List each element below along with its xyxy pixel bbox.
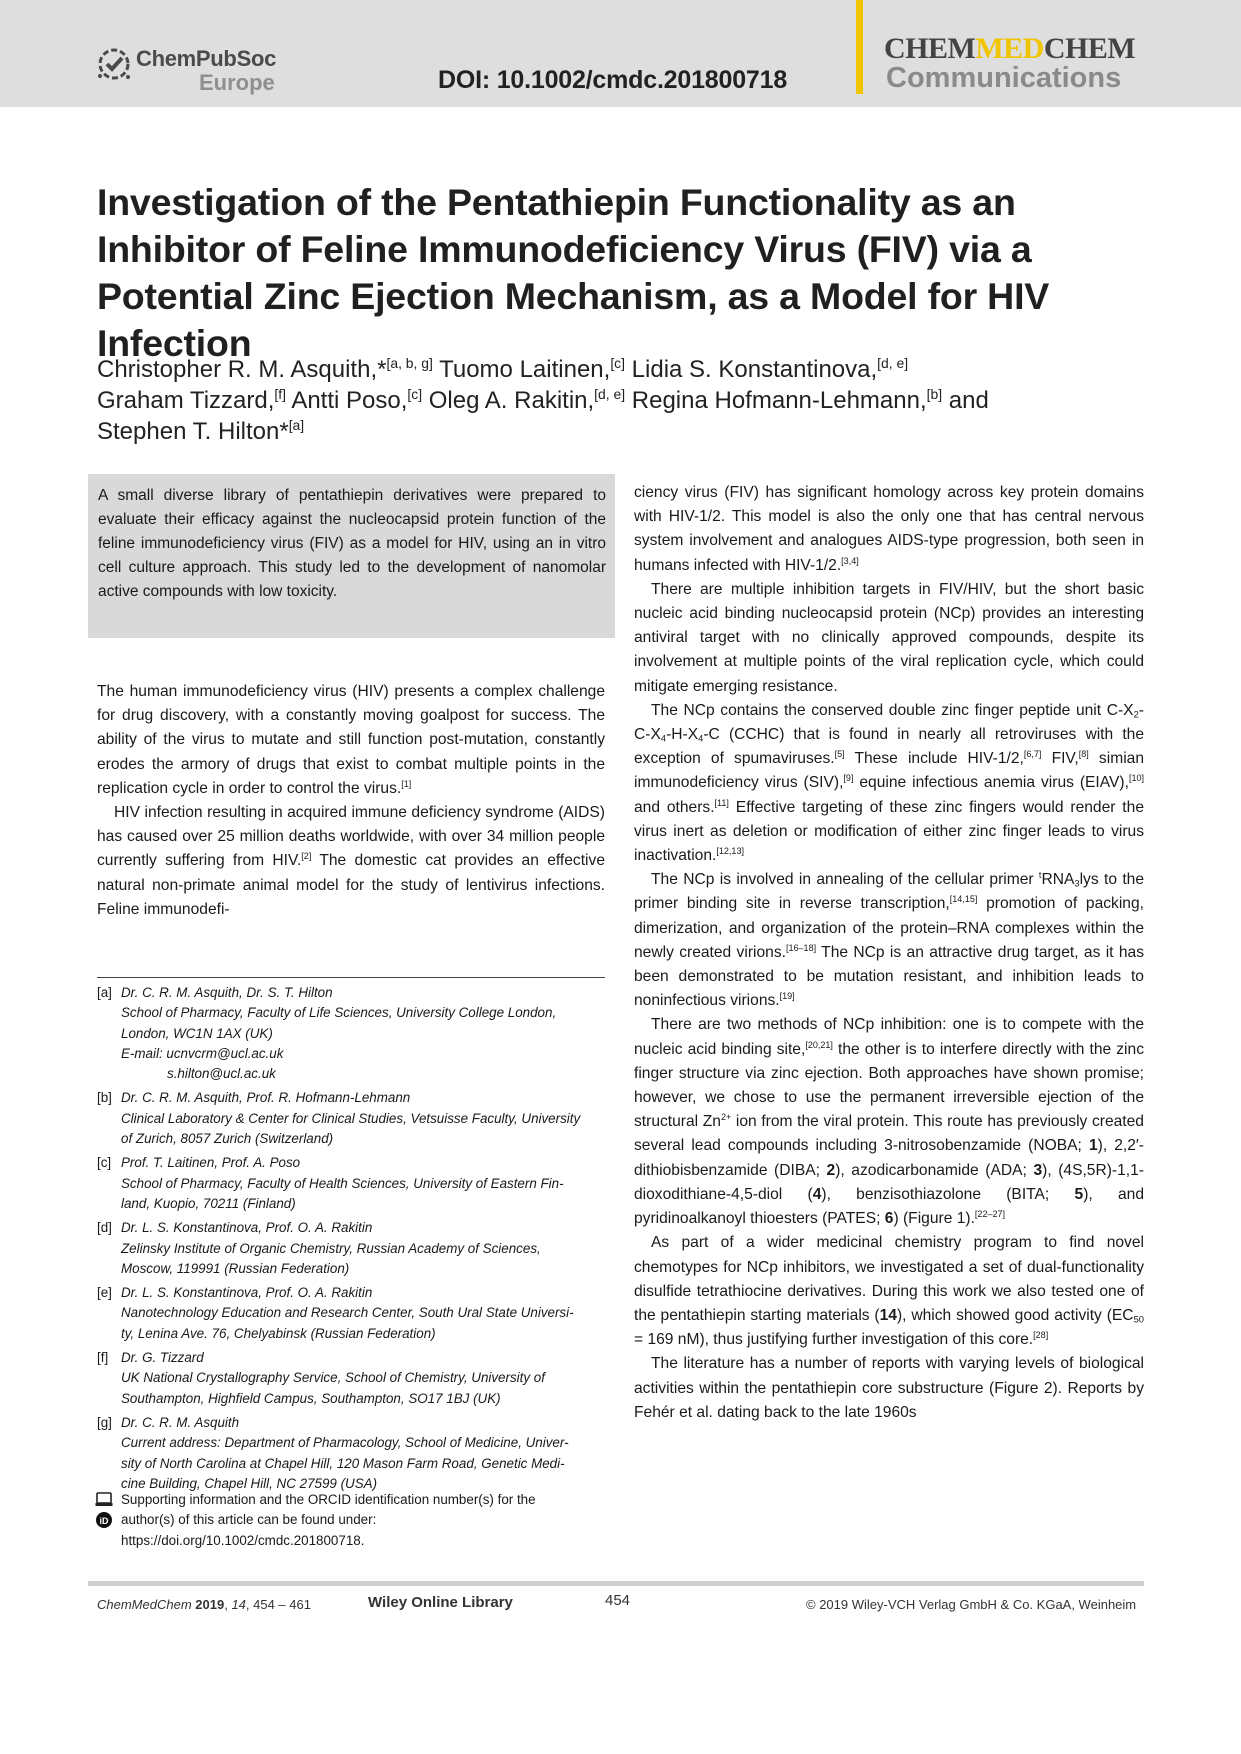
affiliation-line: Nanotechnology Education and Research Center, South Ural State Universi-	[121, 1305, 574, 1321]
reference-link[interactable]: [16–18]	[785, 942, 817, 953]
journal-name-part1: CHEM	[884, 32, 976, 65]
author-name[interactable]: Stephen T. Hilton	[97, 418, 280, 445]
affiliation-line: land, Kuopio, 70211 (Finland)	[121, 1195, 296, 1211]
author-affiliation: [f]	[274, 385, 286, 402]
subscript: 2	[1133, 709, 1139, 720]
paragraph-text: These include HIV-1/2,	[844, 750, 1024, 768]
affiliation-email[interactable]: E-mail: ucnvcrm@ucl.ac.uk	[121, 1045, 284, 1061]
superscript: 2+	[720, 1112, 732, 1123]
logo-subtitle: Europe	[199, 70, 275, 95]
paragraph-text: promotion of packing, dimerization, and organization of the protein–RNA complexes within the newly created virions.	[634, 895, 1144, 961]
article-title: Investigation of the Pentathiepin Functionality as an Inhibitor of Feline Immunodeficiency Virus (FIV) via a Potential Zinc Ejection Mechanism, as a Model for HIV Infection	[97, 181, 1050, 364]
affiliation-label: [f]	[97, 1350, 109, 1366]
affiliation-label: [a]	[97, 985, 112, 1000]
accent-bar	[856, 0, 863, 94]
affiliation-line: School of Pharmacy, Faculty of Health Sciences, University of Eastern Fin-	[121, 1175, 564, 1191]
affiliation-f	[97, 1348, 607, 1409]
copyright-notice: © 2019 Wiley-VCH Verlag GmbH & Co. KGaA, Weinheim	[806, 1597, 1137, 1612]
paragraph-text: ion from the viral protein. This route has previously created several lead compounds including 3-nitrosobenzamide (NOBA;	[634, 1113, 1144, 1155]
paragraph-text: As part of a wider medicinal chemistry program to find novel chemotypes for NCp inhibitors, we investigated a set of dual-functionality disulfide tetrathiocine derivatives. During this work we also tested one of the pentathiepin starting materials (	[634, 1234, 1144, 1324]
author-name[interactable]: Lidia S. Konstantinova,	[631, 356, 878, 383]
reference-link[interactable]: [8]	[1078, 749, 1089, 760]
affiliation-line: cine Building, Chapel Hill, NC 27599 (USA)	[121, 1475, 378, 1491]
affiliation-line: of Zurich, 8057 Zurich (Switzerland)	[121, 1131, 334, 1147]
affiliation-text	[121, 1283, 607, 1344]
paragraph-text: ), benzisothiazolone (BITA;	[821, 1185, 1075, 1203]
author-affiliation: [c]	[407, 385, 423, 402]
footer-volume: 14	[231, 1597, 246, 1612]
body-paragraph: There are multiple inhibition targets in FIV/HIV, but the short basic nucleic acid binding nucleocapsid protein (NCp) provides an interesting antiviral target with no clinically approved compounds, despite its involvement at multiple points of the viral replication cycle, which could mitigate emerging resistance.	[634, 580, 1144, 695]
author-name[interactable]: Regina Hofmann-Lehmann,	[631, 387, 927, 414]
support-line: Supporting information and the ORCID identification number(s) for the	[121, 1492, 536, 1507]
author-list	[97, 354, 1147, 447]
reference-link[interactable]: [10]	[1128, 773, 1145, 784]
affiliation-g	[97, 1413, 607, 1494]
footnote-divider	[97, 977, 605, 978]
affiliation-line: Moscow, 119991 (Russian Federation)	[121, 1260, 350, 1276]
paragraph-text: Effective targeting of these zinc fingers would render the virus inert as deletion or modification of either zinc finger leads to virus inactivation.	[634, 798, 1144, 865]
affiliation-d	[97, 1218, 607, 1279]
compound-number: 1	[1088, 1137, 1098, 1155]
subscript: 4	[698, 733, 704, 744]
footer-journal: ChemMedChem	[97, 1597, 192, 1612]
author-affiliation: [a, b, g]	[386, 354, 433, 371]
affiliation-line: Dr. C. R. M. Asquith, Prof. R. Hofmann-Lehmann	[121, 1090, 411, 1106]
reference-link[interactable]: [20,21]	[805, 1039, 833, 1050]
paragraph-text: equine infectious anemia virus (EIAV),	[853, 774, 1129, 792]
chempubsoc-logo-icon	[96, 46, 132, 82]
author-name[interactable]: Christopher R. M. Asquith,	[97, 356, 378, 383]
svg-text:iD: iD	[99, 1516, 109, 1526]
affiliation-text	[121, 983, 607, 1084]
body-paragraph: The literature has a number of reports with varying levels of biological activities within the pentathiepin core substructure (Figure 2). Reports by Fehér et al. dating back to the late 1960s	[634, 1355, 1144, 1421]
chempubsoc-logo[interactable]	[96, 42, 296, 94]
paragraph-text: -C (CCHC) that is found in nearly all retroviruses with the exception of spumaviruses.	[634, 726, 1144, 768]
affiliation-list	[97, 983, 607, 1498]
affiliation-line: sity of North Carolina at Chapel Hill, 120 Mason Farm Road, Genetic Medi-	[121, 1455, 565, 1471]
affiliation-line: Southampton, Highfield Campus, Southampton, SO17 1BJ (UK)	[121, 1390, 501, 1406]
footer-year: 2019	[195, 1597, 225, 1612]
paragraph-text: simian immunodeficiency virus (SIV),	[634, 750, 1144, 792]
subscript: 50	[1133, 1314, 1144, 1325]
reference-link[interactable]: [2]	[301, 851, 312, 862]
support-text	[121, 1490, 606, 1551]
compound-number: 4	[812, 1185, 822, 1203]
affiliation-label: [d]	[97, 1220, 112, 1236]
reference-link[interactable]: [3,4]	[841, 555, 859, 566]
journal-name-part3: CHEM	[1043, 32, 1136, 65]
reference-link[interactable]: [6,7]	[1023, 749, 1042, 760]
reference-link[interactable]: [1]	[401, 778, 412, 789]
paragraph-text: RNA	[1041, 871, 1075, 889]
author-name[interactable]: Antti Poso,	[291, 387, 408, 414]
corresponding-mark: *	[279, 418, 289, 445]
support-icons	[95, 1492, 113, 1538]
affiliation-line: Dr. L. S. Konstantinova, Prof. O. A. Rakitin	[121, 1285, 373, 1301]
author-name[interactable]: Oleg A. Rakitin,	[428, 387, 595, 414]
subscript: 3	[1074, 878, 1080, 889]
paragraph-text: The NCp contains the conserved double zinc finger peptide unit C-X	[651, 701, 1134, 719]
abstract-box	[88, 474, 615, 638]
affiliation-b	[97, 1088, 607, 1149]
affiliation-line: Clinical Laboratory & Center for Clinical Studies, Vetsuisse Faculty, University	[121, 1110, 581, 1126]
author-line-1	[97, 354, 1147, 385]
reference-link[interactable]: [28]	[1033, 1330, 1049, 1341]
affiliation-text	[121, 1348, 607, 1409]
author-conjunction: and	[948, 387, 989, 414]
author-name[interactable]: Tuomo Laitinen,	[439, 356, 611, 383]
body-column-left	[97, 680, 605, 922]
affiliation-label: [b]	[97, 1090, 112, 1106]
author-affiliation: [a]	[288, 416, 305, 433]
affiliation-line: Current address: Department of Pharmacology, School of Medicine, Univer-	[121, 1435, 569, 1451]
paragraph-text: ), and pyridinoalkanoyl thioesters (PATES;	[634, 1185, 1144, 1228]
affiliation-c	[97, 1153, 607, 1214]
affiliation-text	[121, 1413, 607, 1494]
author-line-3	[97, 416, 1147, 447]
author-name[interactable]: Graham Tizzard,	[97, 387, 275, 414]
paragraph-text: FIV,	[1041, 750, 1079, 768]
affiliation-line: Dr. G. Tizzard	[121, 1350, 204, 1366]
affiliation-line: UK National Crystallography Service, School of Chemistry, University of	[121, 1370, 545, 1386]
body-paragraph	[97, 680, 605, 801]
paragraph-text: ), which showed good activity (EC	[896, 1306, 1134, 1324]
body-paragraph	[634, 1013, 1144, 1231]
affiliation-line: School of Pharmacy, Faculty of Life Sciences, University College London,	[121, 1005, 557, 1021]
author-affiliation: [d, e]	[877, 354, 909, 371]
article-doi[interactable]: DOI: 10.1002/cmdc.201800718	[438, 66, 788, 94]
body-paragraph	[97, 801, 605, 922]
reference-link[interactable]: [9]	[843, 773, 854, 784]
reference-link[interactable]: [5]	[834, 749, 845, 760]
body-column-right	[634, 481, 1144, 1425]
page-number: 454	[605, 1592, 631, 1609]
corresponding-mark: *	[377, 356, 387, 383]
paragraph-text: The NCp is an attractive drug target, as it has been demonstrated to be mutation resistant, and inhibition leads to noninfectious virions.	[634, 943, 1144, 1010]
affiliation-text	[121, 1088, 607, 1149]
paragraph-text: and others.	[634, 798, 715, 816]
paragraph-text: -H-X	[666, 726, 699, 744]
paragraph-text: ), 2,2′-dithiobisbenzamide (DIBA;	[634, 1137, 1145, 1179]
paragraph-text: ciency virus (FIV) has significant homology across key protein domains with HIV-1/2. This model is also the only one that has central nervous system involvement and analogues AIDS-type progression, both seen in humans infected with HIV-1/2.	[634, 484, 1144, 574]
paragraph-text: The NCp is involved in annealing of the cellular primer	[651, 871, 1039, 889]
paragraph-text: ), (4S,5R)-1,1-dioxodithiane-4,5-diol (	[634, 1161, 1144, 1203]
superscript: t	[1038, 870, 1042, 881]
footer-citation: ChemMedChem 2019, 14, 454 – 461	[97, 1597, 311, 1612]
affiliation-label: [c]	[97, 1155, 112, 1171]
reference-link[interactable]: [22–27]	[974, 1209, 1006, 1220]
paragraph-text: = 169 nM), thus justifying further investigation of this core.	[634, 1331, 1034, 1349]
affiliation-text	[121, 1218, 607, 1279]
wiley-online-library-link[interactable]: Wiley Online Library	[368, 1594, 513, 1611]
reference-link[interactable]: [11]	[714, 797, 729, 808]
supporting-info-icon	[95, 1492, 113, 1532]
affiliation-line: Dr. C. R. M. Asquith, Dr. S. T. Hilton	[121, 985, 333, 1000]
paragraph-text: the other is to interfere directly with the zinc finger structure via zinc ejection. Both approaches have shown promise; however, we chose to use the permanent irreversible ejection of the structural Zn	[634, 1040, 1144, 1131]
compound-number: 6	[884, 1210, 894, 1228]
paragraph-text: lys to the primer binding site in reverse transcription,	[634, 871, 1145, 913]
affiliation-e	[97, 1283, 607, 1344]
reference-link[interactable]: [14,15]	[949, 894, 978, 905]
footer-divider	[88, 1581, 1144, 1586]
paragraph-text: The domestic cat provides an effective natural non-primate animal model for the study of lentivirus infections. Feline immunodefi-	[97, 852, 605, 918]
body-paragraph	[634, 1231, 1144, 1352]
article-section: Communications	[886, 62, 1122, 94]
paragraph-text: ), azodicarbonamide (ADA;	[835, 1161, 1034, 1179]
affiliation-line: London, WC1N 1AX (UK)	[121, 1025, 273, 1041]
affiliation-email[interactable]: s.hilton@ucl.ac.uk	[167, 1066, 276, 1082]
affiliation-line: Prof. T. Laitinen, Prof. A. Poso	[121, 1155, 301, 1171]
subscript: 4	[660, 733, 667, 744]
journal-header	[0, 0, 1241, 107]
journal-name-part2: MED	[975, 32, 1044, 65]
affiliation-line: Dr. C. R. M. Asquith	[121, 1414, 240, 1430]
reference-link[interactable]: [12,13]	[716, 846, 744, 857]
paragraph-text: There are two methods of NCp inhibition: one is to compete with the nucleic acid binding site,	[634, 1016, 1144, 1058]
affiliation-text	[121, 1153, 607, 1214]
support-line: author(s) of this article can be found under:	[121, 1512, 377, 1528]
abstract-text: A small diverse library of pentathiepin derivatives were prepared to evaluate their efficacy against the nucleocapsid protein function of the feline immunodeficiency virus (FIV) as a model for HIV, using an in vitro cell culture approach. This study led to the development of nanomolar active compounds with low toxicity.	[98, 487, 606, 600]
body-paragraph	[634, 868, 1144, 1013]
affiliation-a	[97, 983, 607, 1084]
affiliation-line: ty, Lenina Ave. 76, Chelyabinsk (Russian Federation)	[121, 1325, 436, 1341]
paragraph-text: The human immunodeficiency virus (HIV) presents a complex challenge for drug discovery, with a constantly moving goalpost for success. The ability of the virus to mutate and still function post-mutation, constantly erodes the armory of drugs that exist to combat multiple points in the replication cycle in order to control the virus.	[97, 683, 605, 797]
affiliation-line: Zelinsky Institute of Organic Chemistry, Russian Academy of Sciences,	[121, 1240, 541, 1256]
affiliation-line: Dr. L. S. Konstantinova, Prof. O. A. Rakitin	[121, 1220, 373, 1236]
author-affiliation: [c]	[610, 354, 625, 371]
compound-number: 5	[1074, 1185, 1084, 1203]
author-affiliation: [d, e]	[594, 385, 626, 402]
affiliation-label: [g]	[97, 1414, 112, 1430]
body-paragraph	[634, 699, 1144, 868]
reference-link[interactable]: [19]	[779, 991, 795, 1002]
body-paragraph	[634, 481, 1144, 578]
support-link[interactable]: https://doi.org/10.1002/cmdc.201800718.	[121, 1532, 365, 1548]
compound-number: 14	[879, 1306, 897, 1324]
author-line-2	[97, 385, 1147, 416]
paragraph-text: -C-X	[634, 701, 1144, 744]
paragraph-text: ) (Figure 1).	[893, 1210, 975, 1228]
footer-pages: , 454 – 461	[245, 1597, 311, 1612]
affiliation-label: [e]	[97, 1285, 112, 1301]
compound-number: 2	[826, 1161, 836, 1179]
logo-name: ChemPubSoc	[136, 46, 277, 71]
journal-name	[884, 32, 1135, 66]
compound-number: 3	[1033, 1161, 1043, 1179]
author-affiliation: [b]	[926, 385, 943, 402]
paragraph-text: HIV infection resulting in acquired immune deficiency syndrome (AIDS) has caused over 25 million deaths worldwide, with over 34 million people currently suffering from HIV.	[97, 804, 605, 870]
